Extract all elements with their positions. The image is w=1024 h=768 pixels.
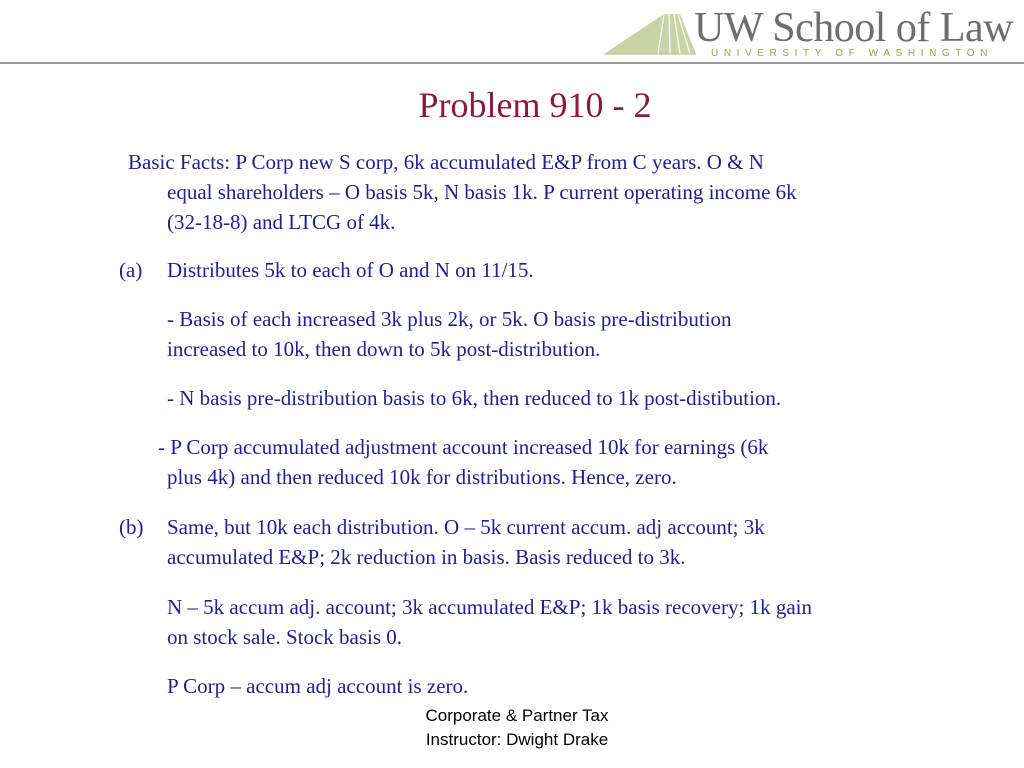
part-a-note-line: increased to 10k, then down to 5k post-distribution. bbox=[167, 337, 601, 361]
part-a-line: Distributes 5k to each of O and N on 11/15. bbox=[167, 258, 534, 282]
part-b-line: accumulated E&P; 2k reduction in basis. Basis reduced to 3k. bbox=[167, 545, 686, 569]
part-b-marker: (b) bbox=[119, 515, 144, 539]
part-b-note-line: N – 5k accum adj. account; 3k accumulated E&P; 1k basis recovery; 1k gain bbox=[167, 595, 812, 619]
footer-course: Corporate & Partner Tax bbox=[425, 706, 609, 725]
part-a-note-line: - Basis of each increased 3k plus 2k, or 5k. O basis pre-distribution bbox=[167, 307, 732, 331]
part-a-note-line: - N basis pre-distribution basis to 6k, then reduced to 1k post-distibution. bbox=[167, 386, 782, 410]
slide-title: Problem 910 - 2 bbox=[418, 85, 652, 125]
logo-subtitle: UNIVERSITY OF WASHINGTON bbox=[711, 48, 994, 59]
logo-title: UW School of Law bbox=[694, 5, 1013, 51]
basic-facts-line: equal shareholders – O basis 5k, N basis 1k. P current operating income 6k bbox=[167, 180, 797, 204]
part-a-marker: (a) bbox=[119, 258, 143, 282]
basic-facts-line: (32-18-8) and LTCG of 4k. bbox=[167, 210, 396, 234]
building-columns-icon bbox=[600, 10, 700, 58]
part-b-line: Same, but 10k each distribution. O – 5k current accum. adj account; 3k bbox=[167, 515, 765, 539]
basic-facts-line: Basic Facts: P Corp new S corp, 6k accumulated E&P from C years. O & N bbox=[128, 150, 764, 174]
footer-instructor: Instructor: Dwight Drake bbox=[425, 730, 609, 749]
part-b-note-line: on stock sale. Stock basis 0. bbox=[167, 625, 403, 649]
part-b-note-line: P Corp – accum adj account is zero. bbox=[167, 674, 469, 698]
part-a-note-line: - P Corp accumulated adjustment account increased 10k for earnings (6k bbox=[158, 435, 769, 459]
header-divider bbox=[0, 62, 1024, 64]
part-a-note-line: plus 4k) and then reduced 10k for distributions. Hence, zero. bbox=[167, 465, 677, 489]
uw-school-of-law-logo bbox=[600, 5, 1013, 59]
